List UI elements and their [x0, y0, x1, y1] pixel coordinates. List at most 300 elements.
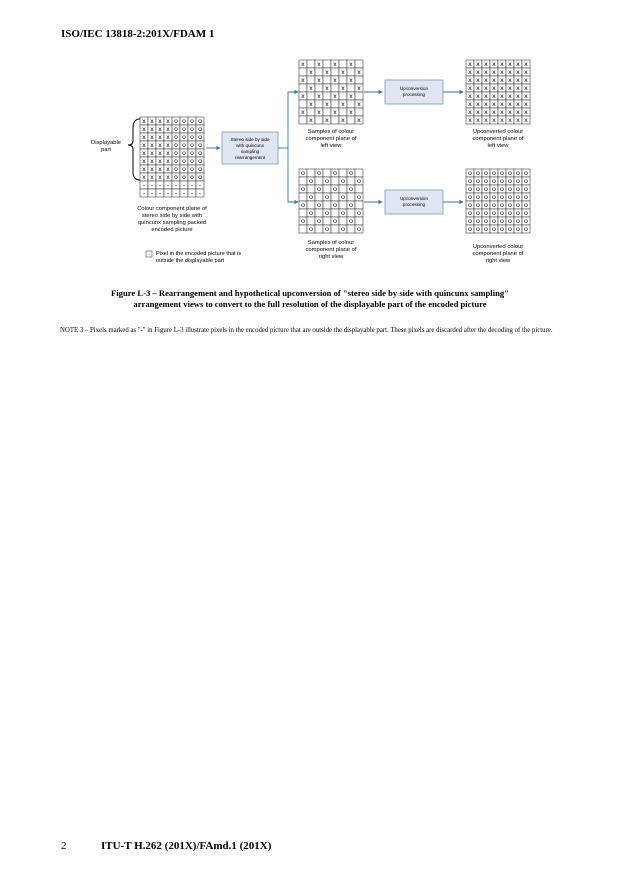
grid-symbol: x — [476, 77, 480, 85]
grid-symbol: o — [468, 210, 472, 218]
grid-cell — [339, 108, 347, 116]
grid-symbol: o — [484, 186, 488, 194]
right-samples-caption-line1: Samples of colour — [307, 240, 355, 246]
grid-cell — [323, 169, 331, 177]
grid-symbol: x — [468, 109, 472, 117]
grid-symbol: o — [301, 202, 305, 210]
grid-symbol: x — [317, 61, 321, 69]
grid-symbol: x — [524, 85, 528, 93]
grid-symbol: x — [341, 117, 345, 125]
grid-symbol: o — [468, 170, 472, 178]
grid-symbol: o — [182, 142, 186, 150]
grid-symbol: x — [341, 85, 345, 93]
grid-symbol: x — [341, 69, 345, 77]
grid-symbol: o — [484, 178, 488, 186]
grid-cell — [323, 60, 331, 68]
grid-symbol: o — [500, 210, 504, 218]
right-view-samples-grid — [299, 169, 363, 233]
grid-symbol: o — [357, 210, 361, 218]
grid-symbol: x — [516, 117, 520, 125]
grid-cell — [355, 108, 363, 116]
source-caption-line3: quincunx sampling packed — [137, 220, 207, 226]
grid-symbol: x — [150, 158, 154, 166]
grid-symbol: o — [349, 186, 353, 194]
grid-symbol: x — [508, 61, 512, 69]
grid-symbol: o — [476, 186, 480, 194]
grid-cell — [355, 201, 363, 209]
grid-symbol: x — [325, 117, 329, 125]
grid-cell — [331, 193, 339, 201]
grid-symbol: o — [333, 186, 337, 194]
grid-cell — [347, 84, 355, 92]
figure-caption-line1: Figure L-3 – Rearrangement and hypothetical upconversion of "stereo side by side with quincunx sampling" — [111, 288, 509, 298]
rearrange-box-line2: with quincunx — [236, 143, 264, 148]
grid-symbol: x — [468, 117, 472, 125]
rearrange-box-line3: sampling — [240, 149, 260, 154]
grid-symbol: o — [500, 178, 504, 186]
grid-symbol: o — [333, 202, 337, 210]
grid-cell — [355, 185, 363, 193]
grid-cell — [299, 68, 307, 76]
grid-symbol: o — [341, 178, 345, 186]
grid-symbol: o — [468, 226, 472, 234]
grid-symbol: x — [349, 109, 353, 117]
grid-symbol: o — [508, 194, 512, 202]
grid-symbol: - — [158, 190, 162, 198]
displayable-brace — [128, 119, 140, 180]
grid-symbol: o — [301, 170, 305, 178]
grid-symbol: o — [516, 210, 520, 218]
grid-symbol: o — [476, 194, 480, 202]
grid-symbol: o — [492, 218, 496, 226]
grid-symbol: o — [349, 170, 353, 178]
grid-symbol: o — [500, 218, 504, 226]
grid-symbol: - — [142, 182, 146, 190]
grid-symbol: o — [516, 178, 520, 186]
right-view-upconverted-grid — [466, 169, 530, 233]
grid-symbol: o — [317, 202, 321, 210]
grid-symbol: x — [142, 150, 146, 158]
right-up-caption-line1: Upconverted colour — [472, 244, 524, 250]
grid-symbol: o — [174, 174, 178, 182]
grid-symbol: x — [484, 77, 488, 85]
legend-text-line1: Pixel in the encoded picture that is — [156, 251, 242, 257]
grid-symbol: o — [325, 178, 329, 186]
grid-cell — [315, 225, 323, 233]
grid-cell — [323, 217, 331, 225]
grid-symbol: o — [182, 174, 186, 182]
figure-diagram — [80, 48, 540, 288]
grid-cell — [339, 201, 347, 209]
grid-symbol: o — [524, 202, 528, 210]
grid-symbol: x — [492, 69, 496, 77]
grid-symbol: o — [500, 194, 504, 202]
grid-symbol: x — [150, 174, 154, 182]
grid-symbol: x — [524, 77, 528, 85]
grid-symbol: x — [468, 61, 472, 69]
rearrange-box-line4: rearrangement — [234, 155, 266, 160]
grid-symbol: x — [508, 117, 512, 125]
grid-symbol: o — [182, 158, 186, 166]
grid-symbol: x — [484, 93, 488, 101]
grid-cell — [323, 92, 331, 100]
left-up-caption-line2: component plane of — [472, 136, 524, 142]
grid-symbol: x — [158, 166, 162, 174]
grid-symbol: o — [309, 210, 313, 218]
grid-cell — [307, 108, 315, 116]
grid-symbol: x — [500, 117, 504, 125]
grid-symbol: o — [325, 210, 329, 218]
grid-symbol: x — [500, 101, 504, 109]
grid-symbol: x — [516, 85, 520, 93]
grid-symbol: x — [468, 93, 472, 101]
grid-cell — [299, 84, 307, 92]
grid-cell — [331, 225, 339, 233]
grid-symbol: o — [508, 226, 512, 234]
figure-caption — [60, 288, 560, 309]
grid-symbol: o — [500, 202, 504, 210]
grid-symbol: x — [492, 77, 496, 85]
grid-symbol: x — [301, 109, 305, 117]
grid-symbol: o — [524, 218, 528, 226]
grid-symbol: x — [166, 134, 170, 142]
grid-symbol: o — [484, 170, 488, 178]
grid-cell — [331, 84, 339, 92]
grid-symbol: x — [150, 118, 154, 126]
grid-symbol: x — [468, 69, 472, 77]
grid-cell — [299, 177, 307, 185]
grid-symbol: x — [142, 174, 146, 182]
grid-symbol: - — [142, 190, 146, 198]
right-up-caption-line2: component plane of — [472, 251, 524, 257]
grid-symbol: o — [492, 194, 496, 202]
grid-symbol: o — [174, 126, 178, 134]
grid-symbol: - — [158, 182, 162, 190]
grid-symbol: x — [166, 150, 170, 158]
grid-symbol: o — [190, 174, 194, 182]
left-up-caption-line1: Upconverted colour — [472, 129, 524, 135]
grid-symbol: o — [508, 210, 512, 218]
grid-symbol: x — [150, 166, 154, 174]
grid-cell — [315, 84, 323, 92]
grid-symbol: x — [492, 93, 496, 101]
grid-symbol: o — [500, 170, 504, 178]
grid-symbol: o — [516, 186, 520, 194]
grid-symbol: x — [468, 85, 472, 93]
grid-symbol: x — [484, 117, 488, 125]
grid-symbol: o — [182, 118, 186, 126]
grid-symbol: - — [198, 190, 202, 198]
grid-symbol: - — [198, 182, 202, 190]
grid-cell — [299, 116, 307, 124]
grid-symbol: x — [508, 101, 512, 109]
grid-symbol: x — [492, 101, 496, 109]
grid-symbol: o — [492, 226, 496, 234]
grid-cell — [331, 116, 339, 124]
grid-cell — [307, 185, 315, 193]
left-samples-caption-line3: left view — [320, 143, 342, 149]
grid-symbol: x — [349, 61, 353, 69]
grid-symbol: x — [309, 85, 313, 93]
grid-symbol: o — [492, 178, 496, 186]
grid-symbol: o — [484, 210, 488, 218]
grid-symbol: x — [357, 101, 361, 109]
grid-symbol: - — [174, 182, 178, 190]
grid-symbol: x — [142, 118, 146, 126]
grid-symbol: o — [174, 134, 178, 142]
grid-symbol: o — [516, 218, 520, 226]
grid-symbol: x — [476, 93, 480, 101]
grid-symbol: o — [468, 186, 472, 194]
grid-symbol: o — [190, 118, 194, 126]
grid-symbol: x — [516, 77, 520, 85]
grid-symbol: x — [524, 109, 528, 117]
grid-symbol: o — [349, 202, 353, 210]
grid-symbol: o — [476, 202, 480, 210]
grid-cell — [355, 92, 363, 100]
grid-symbol: o — [341, 194, 345, 202]
grid-symbol: x — [484, 69, 488, 77]
legend-swatch-symbol: - — [148, 252, 150, 258]
grid-symbol: o — [524, 194, 528, 202]
grid-symbol: o — [476, 218, 480, 226]
grid-symbol: - — [174, 190, 178, 198]
grid-symbol: x — [158, 142, 162, 150]
grid-symbol: o — [190, 126, 194, 134]
grid-symbol: o — [484, 202, 488, 210]
grid-symbol: x — [166, 126, 170, 134]
grid-symbol: x — [508, 85, 512, 93]
grid-symbol: o — [349, 218, 353, 226]
grid-symbol: x — [476, 101, 480, 109]
grid-symbol: x — [516, 69, 520, 77]
grid-symbol: x — [158, 118, 162, 126]
grid-cell — [299, 100, 307, 108]
grid-cell — [347, 177, 355, 185]
grid-symbol: o — [198, 126, 202, 134]
grid-symbol: o — [524, 186, 528, 194]
grid-symbol: x — [142, 134, 146, 142]
grid-symbol: x — [476, 61, 480, 69]
grid-cell — [331, 100, 339, 108]
source-caption — [137, 206, 207, 233]
grid-symbol: o — [174, 142, 178, 150]
grid-symbol: o — [190, 166, 194, 174]
displayable-label-line1: Displayable — [91, 140, 121, 146]
source-caption-line2: stereo side by side with — [141, 213, 203, 219]
grid-symbol: o — [198, 118, 202, 126]
grid-symbol: o — [198, 134, 202, 142]
figure-l3 — [80, 48, 540, 288]
grid-symbol: o — [309, 226, 313, 234]
grid-cell — [347, 100, 355, 108]
left-up-caption-line3: left view — [487, 143, 509, 149]
grid-symbol: x — [476, 85, 480, 93]
grid-symbol: o — [492, 186, 496, 194]
grid-symbol: o — [190, 134, 194, 142]
right-samples-caption-line3: right view — [318, 254, 344, 260]
grid-symbol: x — [500, 69, 504, 77]
grid-symbol: x — [500, 85, 504, 93]
grid-symbol: x — [317, 109, 321, 117]
grid-cell — [339, 217, 347, 225]
grid-symbol: x — [309, 69, 313, 77]
grid-cell — [355, 217, 363, 225]
grid-symbol: x — [142, 166, 146, 174]
grid-symbol: x — [150, 150, 154, 158]
grid-symbol: x — [349, 77, 353, 85]
grid-symbol: x — [508, 109, 512, 117]
grid-symbol: o — [190, 142, 194, 150]
grid-symbol: x — [476, 109, 480, 117]
grid-symbol: x — [325, 69, 329, 77]
grid-cell — [315, 193, 323, 201]
grid-symbol: x — [309, 101, 313, 109]
right-samples-caption-line2: component plane of — [305, 247, 357, 253]
grid-symbol: o — [341, 226, 345, 234]
grid-symbol: x — [516, 61, 520, 69]
grid-symbol: o — [468, 202, 472, 210]
grid-symbol: o — [198, 166, 202, 174]
grid-symbol: o — [516, 170, 520, 178]
grid-symbol: x — [166, 142, 170, 150]
grid-symbol: x — [333, 109, 337, 117]
grid-cell — [299, 225, 307, 233]
grid-symbol: o — [484, 218, 488, 226]
grid-symbol: o — [508, 202, 512, 210]
grid-symbol: o — [190, 158, 194, 166]
grid-symbol: x — [357, 117, 361, 125]
grid-symbol: o — [333, 218, 337, 226]
grid-cell — [315, 100, 323, 108]
encoded-picture-grid — [140, 117, 204, 197]
grid-cell — [331, 177, 339, 185]
grid-symbol: x — [524, 93, 528, 101]
grid-symbol: x — [476, 69, 480, 77]
grid-cell — [331, 209, 339, 217]
grid-symbol: x — [492, 109, 496, 117]
grid-symbol: x — [500, 93, 504, 101]
grid-symbol: x — [492, 117, 496, 125]
grid-symbol: o — [301, 218, 305, 226]
grid-symbol: x — [333, 77, 337, 85]
upconvert-left-line2: processing — [402, 92, 426, 97]
upconvert-left-line1: Upconversion — [399, 86, 429, 91]
grid-cell — [355, 60, 363, 68]
grid-symbol: o — [357, 226, 361, 234]
grid-cell — [315, 68, 323, 76]
arrow-to-right-samples — [288, 148, 298, 202]
grid-symbol: o — [476, 170, 480, 178]
grid-symbol: x — [158, 158, 162, 166]
grid-symbol: x — [508, 93, 512, 101]
grid-symbol: o — [516, 226, 520, 234]
grid-symbol: o — [476, 226, 480, 234]
grid-symbol: x — [484, 61, 488, 69]
grid-symbol: x — [500, 109, 504, 117]
grid-symbol: o — [198, 158, 202, 166]
grid-symbol: o — [524, 178, 528, 186]
grid-symbol: x — [476, 117, 480, 125]
grid-symbol: o — [301, 186, 305, 194]
left-samples-caption-line1: Samples of colour — [307, 129, 355, 135]
grid-symbol: o — [325, 226, 329, 234]
grid-symbol: o — [317, 186, 321, 194]
grid-symbol: o — [524, 226, 528, 234]
grid-symbol: o — [492, 202, 496, 210]
grid-symbol: x — [516, 93, 520, 101]
grid-symbol: x — [484, 85, 488, 93]
left-view-upconverted-grid — [466, 60, 530, 124]
grid-symbol: x — [142, 126, 146, 134]
grid-symbol: - — [182, 182, 186, 190]
grid-symbol: x — [500, 61, 504, 69]
grid-symbol: o — [492, 170, 496, 178]
grid-symbol: o — [309, 178, 313, 186]
grid-symbol: o — [508, 170, 512, 178]
displayable-label-line2: part — [101, 147, 111, 153]
grid-symbol: o — [516, 202, 520, 210]
grid-symbol: x — [325, 101, 329, 109]
grid-cell — [347, 116, 355, 124]
arrow-to-left-samples — [288, 92, 298, 148]
grid-symbol: x — [341, 101, 345, 109]
grid-symbol: x — [166, 174, 170, 182]
grid-symbol: o — [198, 150, 202, 158]
grid-symbol: o — [325, 194, 329, 202]
grid-symbol: x — [309, 117, 313, 125]
grid-symbol: o — [508, 218, 512, 226]
grid-symbol: x — [508, 77, 512, 85]
grid-symbol: o — [341, 210, 345, 218]
grid-cell — [307, 201, 315, 209]
grid-cell — [323, 185, 331, 193]
grid-symbol: o — [309, 194, 313, 202]
figure-caption-line2: arrangement views to convert to the full resolution of the displayable part of the encoded picture — [133, 298, 487, 309]
grid-cell — [299, 209, 307, 217]
grid-symbol: o — [500, 226, 504, 234]
grid-symbol: o — [524, 210, 528, 218]
grid-cell — [323, 76, 331, 84]
grid-symbol: x — [325, 85, 329, 93]
grid-cell — [307, 92, 315, 100]
grid-cell — [315, 116, 323, 124]
grid-symbol: x — [484, 109, 488, 117]
grid-cell — [299, 193, 307, 201]
grid-symbol: x — [301, 77, 305, 85]
legend-text-line2: outside the displayable part — [156, 258, 225, 264]
grid-cell — [347, 193, 355, 201]
grid-symbol: x — [166, 158, 170, 166]
grid-symbol: x — [508, 69, 512, 77]
grid-symbol: x — [333, 93, 337, 101]
grid-symbol: x — [150, 142, 154, 150]
grid-cell — [339, 76, 347, 84]
grid-symbol: x — [301, 61, 305, 69]
page-number: 2 — [61, 840, 67, 852]
grid-symbol: x — [484, 101, 488, 109]
grid-symbol: o — [174, 166, 178, 174]
grid-symbol: o — [476, 178, 480, 186]
footer-doc-id: ITU-T H.262 (201X)/FAmd.1 (201X) — [101, 840, 272, 852]
grid-cell — [307, 169, 315, 177]
grid-symbol: x — [317, 93, 321, 101]
grid-cell — [339, 60, 347, 68]
grid-symbol: - — [166, 182, 170, 190]
right-up-caption-line3: right view — [485, 258, 511, 264]
grid-symbol: x — [166, 118, 170, 126]
grid-symbol: o — [317, 170, 321, 178]
